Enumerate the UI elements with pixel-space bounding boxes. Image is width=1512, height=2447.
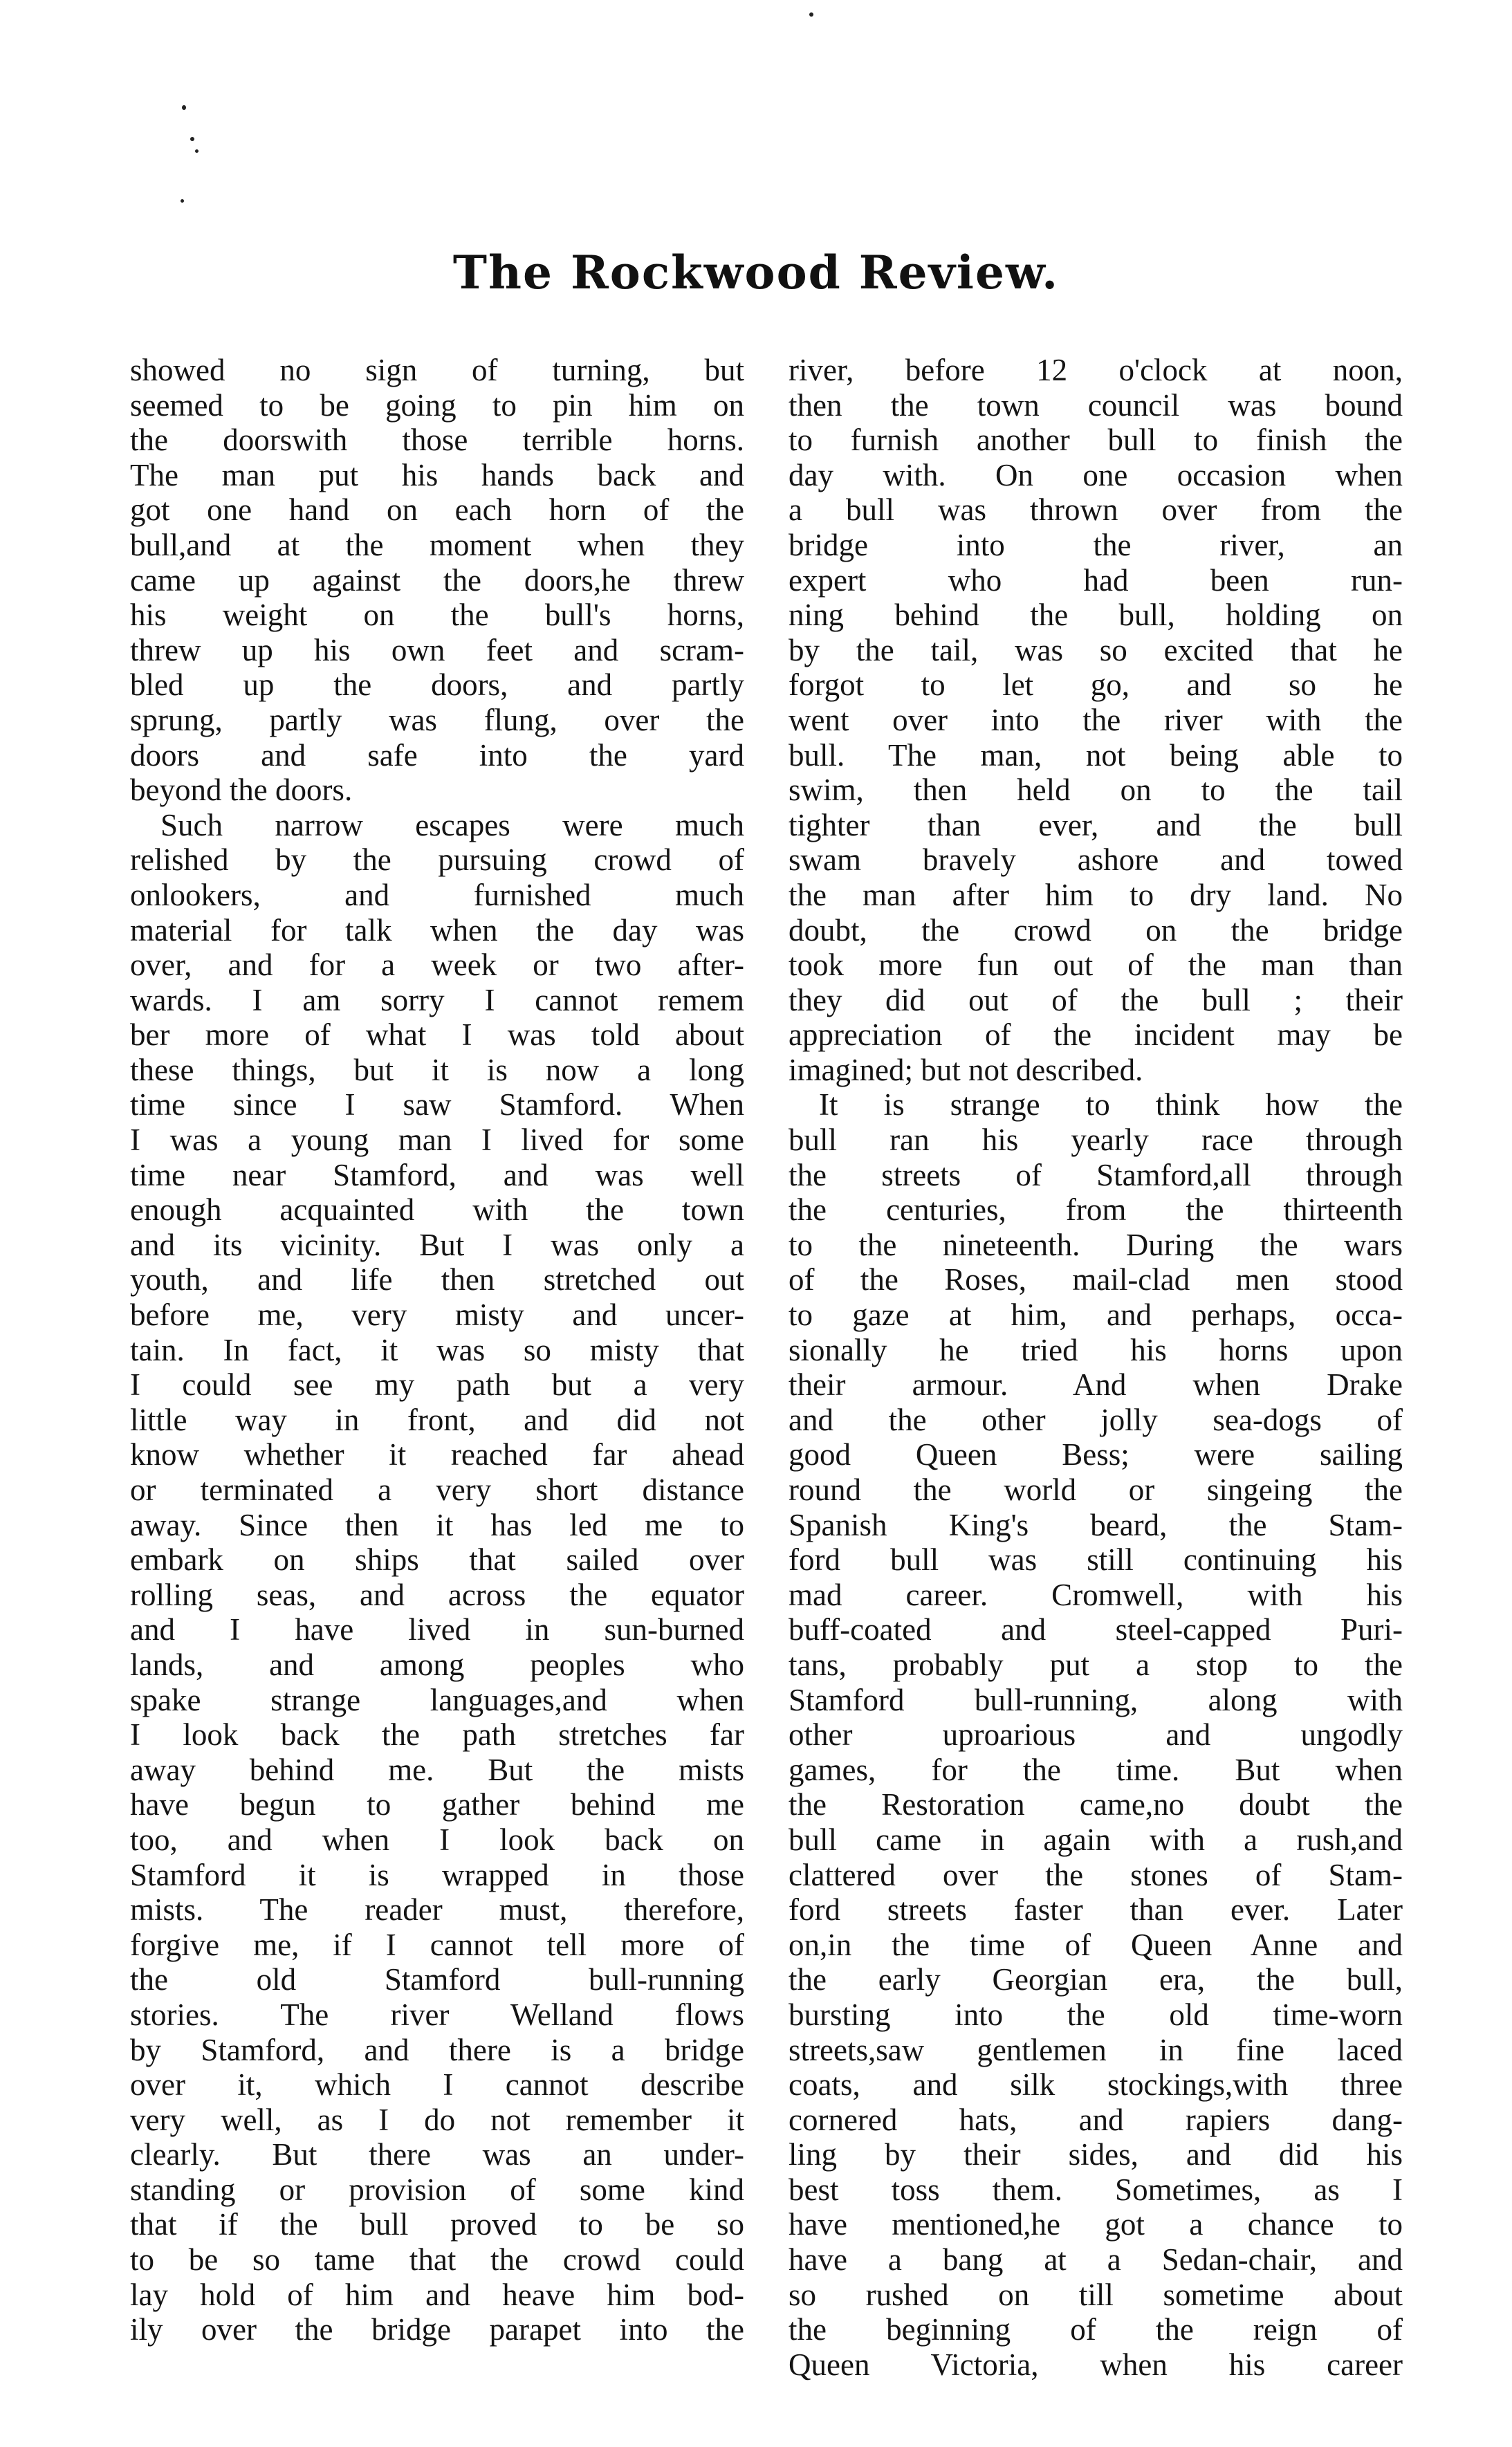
text-line: before me, very misty and uncer- (130, 1298, 744, 1333)
text-line: ber more of what I was told about (130, 1017, 744, 1053)
text-line: cornered hats, and rapiers dang- (789, 2102, 1403, 2137)
text-line: day with. On one occasion when (789, 457, 1403, 492)
text-line: that if the bull proved to be so (130, 2207, 744, 2242)
text-line: time near Stamford, and was well (130, 1157, 744, 1192)
text-line: bull ran his yearly race through (789, 1123, 1403, 1158)
text-line: beyond the doors. (130, 773, 353, 808)
text-line: they did out of the bull ; their (789, 982, 1403, 1017)
text-line: know whether it reached far ahead (130, 1437, 744, 1472)
text-line: the man after him to dry land. No (789, 877, 1403, 912)
text-line: away behind me. But the mists (130, 1752, 744, 1787)
text-column-right (789, 353, 1403, 2382)
text-line: Stamford bull-running, along with (789, 1682, 1403, 1717)
page-title: The Rockwood Review. (452, 246, 1060, 299)
text-line: lands, and among peoples who (130, 1647, 744, 1682)
text-line: swim, then held on to the tail (789, 773, 1403, 808)
text-line: forgot to let go, and so he (789, 667, 1403, 703)
text-line: have mentioned,he got a chance to (789, 2207, 1403, 2242)
text-line: bled up the doors, and partly (130, 667, 744, 703)
print-speck (195, 149, 199, 153)
text-line: time since I saw Stamford. When (130, 1087, 744, 1123)
text-line: his weight on the bull's horns, (130, 598, 744, 633)
text-line: appreciation of the incident may be (789, 1017, 1403, 1053)
text-line: tain. In fact, it was so misty that (130, 1332, 744, 1367)
print-speck (181, 199, 184, 203)
text-line: Queen Victoria, when his career (789, 2347, 1403, 2382)
text-line: river, before 12 o'clock at noon, (789, 353, 1403, 387)
text-line: clattered over the stones of Stam- (789, 1857, 1403, 1892)
text-line: very well, as I do not remember it (130, 2102, 744, 2137)
text-line: bull came in again with a rush,and (789, 1822, 1403, 1857)
text-line: their armour. And when Drake (789, 1367, 1403, 1403)
text-line: or terminated a very short distance (130, 1472, 744, 1507)
text-line: to furnish another bull to finish the (789, 423, 1403, 458)
text-line: enough acquainted with the town (130, 1192, 744, 1228)
text-line: material for talk when the day was (130, 912, 744, 948)
text-line: swam bravely ashore and towed (789, 842, 1403, 878)
text-line: so rushed on till sometime about (789, 2277, 1403, 2312)
text-line: these things, but it is now a long (130, 1052, 744, 1087)
text-line: doubt, the crowd on the bridge (789, 912, 1403, 948)
text-line: round the world or singeing the (789, 1472, 1403, 1507)
text-line: and I have lived in sun-burned (130, 1612, 744, 1647)
text-line: streets,saw gentlemen in fine laced (789, 2032, 1403, 2067)
text-line: the old Stamford bull-running (130, 1962, 744, 1997)
text-line: buff-coated and steel-capped Puri- (789, 1612, 1403, 1647)
text-line: doors and safe into the yard (130, 737, 744, 773)
print-speck (190, 137, 194, 141)
text-line: over it, which I cannot describe (130, 2067, 744, 2103)
text-line: to the nineteenth. During the wars (789, 1227, 1403, 1262)
text-line: lay hold of him and heave him bod- (130, 2277, 744, 2312)
text-line: mad career. Cromwell, with his (789, 1577, 1403, 1612)
text-line: the doorswith those terrible horns. (130, 423, 744, 458)
text-line: by Stamford, and there is a bridge (130, 2032, 744, 2067)
text-line: I look back the path stretches far (130, 1717, 744, 1753)
text-line: a bull was thrown over from the (789, 492, 1403, 528)
text-line: stories. The river Welland flows (130, 1997, 744, 2032)
text-line: the beginning of the reign of (789, 2312, 1403, 2347)
text-line: tans, probably put a stop to the (789, 1647, 1403, 1682)
text-line: little way in front, and did not (130, 1402, 744, 1437)
text-line: away. Since then it has led me to (130, 1507, 744, 1542)
text-line: I could see my path but a very (130, 1367, 744, 1403)
text-line: It is strange to think how the (819, 1087, 1403, 1123)
text-line: clearly. But there was an under- (130, 2137, 744, 2172)
text-line: the centuries, from the thirteenth (789, 1192, 1403, 1228)
text-line: on,in the time of Queen Anne and (789, 1927, 1403, 1962)
text-line: ford streets faster than ever. Later (789, 1892, 1403, 1928)
text-line: seemed to be going to pin him on (130, 387, 744, 423)
text-line: to be so tame that the crowd could (130, 2242, 744, 2278)
text-line: the Restoration came,no doubt the (789, 1787, 1403, 1822)
text-line: too, and when I look back on (130, 1822, 744, 1857)
text-line: best toss them. Sometimes, as I (789, 2172, 1403, 2207)
text-line: to gaze at him, and perhaps, occa- (789, 1298, 1403, 1333)
text-line: relished by the pursuing crowd of (130, 842, 744, 878)
text-line: bridge into the river, an (789, 527, 1403, 562)
text-line: got one hand on each horn of the (130, 492, 744, 528)
text-line: threw up his own feet and scram- (130, 632, 744, 667)
text-line: the streets of Stamford,all through (789, 1157, 1403, 1192)
text-line: coats, and silk stockings,with three (789, 2067, 1403, 2103)
text-line: and its vicinity. But I was only a (130, 1227, 744, 1262)
text-line: over, and for a week or two after- (130, 948, 744, 983)
text-line: youth, and life then stretched out (130, 1262, 744, 1298)
text-line: came up against the doors,he threw (130, 562, 744, 598)
text-line: rolling seas, and across the equator (130, 1577, 744, 1612)
text-line: Stamford it is wrapped in those (130, 1857, 744, 1892)
text-line: embark on ships that sailed over (130, 1542, 744, 1578)
text-line: Such narrow escapes were much (160, 807, 744, 842)
text-line: bull. The man, not being able to (789, 737, 1403, 773)
text-line: spake strange languages,and when (130, 1682, 744, 1717)
text-line: games, for the time. But when (789, 1752, 1403, 1787)
text-line: sionally he tried his horns upon (789, 1332, 1403, 1367)
text-line: by the tail, was so excited that he (789, 632, 1403, 667)
text-line: the early Georgian era, the bull, (789, 1962, 1403, 1997)
text-line: bull,and at the moment when they (130, 527, 744, 562)
text-line: have begun to gather behind me (130, 1787, 744, 1822)
text-line: good Queen Bess; were sailing (789, 1437, 1403, 1472)
text-line: standing or provision of some kind (130, 2172, 744, 2207)
text-line: ling by their sides, and did his (789, 2137, 1403, 2172)
text-line: other uproarious and ungodly (789, 1717, 1403, 1753)
text-line: showed no sign of turning, but (130, 353, 744, 387)
text-line: wards. I am sorry I cannot remem (130, 982, 744, 1017)
text-line: tighter than ever, and the bull (789, 807, 1403, 842)
text-line: bursting into the old time-worn (789, 1997, 1403, 2032)
text-line: have a bang at a Sedan-chair, and (789, 2242, 1403, 2278)
text-line: imagined; but not described. (789, 1052, 1143, 1087)
text-line: then the town council was bound (789, 387, 1403, 423)
text-line: I was a young man I lived for some (130, 1123, 744, 1158)
text-line: went over into the river with the (789, 702, 1403, 737)
text-line: ning behind the bull, holding on (789, 598, 1403, 633)
text-line: took more fun out of the man than (789, 948, 1403, 983)
text-line: sprung, partly was flung, over the (130, 702, 744, 737)
print-speck (182, 105, 186, 110)
text-line: mists. The reader must, therefore, (130, 1892, 744, 1928)
text-line: ily over the bridge parapet into the (130, 2312, 744, 2347)
text-line: ford bull was still continuing his (789, 1542, 1403, 1578)
text-line: and the other jolly sea-dogs of (789, 1402, 1403, 1437)
text-column-left (130, 353, 744, 2347)
text-line: The man put his hands back and (130, 457, 744, 492)
text-line: expert who had been run- (789, 562, 1403, 598)
print-speck (809, 12, 813, 17)
text-line: forgive me, if I cannot tell more of (130, 1927, 744, 1962)
text-line: onlookers, and furnished much (130, 877, 744, 912)
text-line: Spanish King's beard, the Stam- (789, 1507, 1403, 1542)
text-line: of the Roses, mail-clad men stood (789, 1262, 1403, 1298)
